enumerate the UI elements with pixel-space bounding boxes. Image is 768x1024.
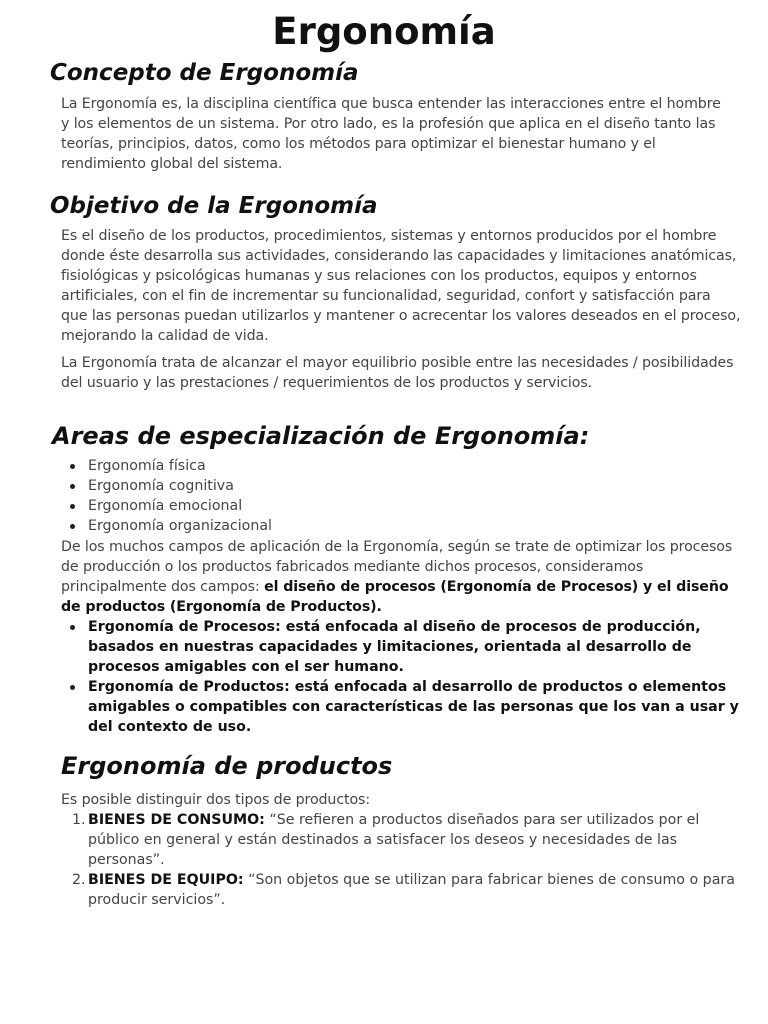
list-item-label: Ergonomía emocional [88, 498, 243, 514]
list-item-label: Ergonomía cognitiva [88, 478, 234, 494]
list-item [66, 496, 272, 516]
tipos-list [66, 810, 746, 910]
heading-areas: Areas de especialización de Ergonomía: [52, 422, 590, 450]
areas-list [66, 456, 272, 536]
list-item [66, 516, 272, 536]
paragraph-objetivo: Es el diseño de los productos, procedimientos, sistemas y entornos producidos por el hombre donde éste desarrolla sus actividades, considerando las capacidades y limitaciones anatómicas, fisiológicas y psicológicas humanas y sus relaciones con los productos, equipos y entornos artificiales, con el fin de incrementar su funcionalidad, seguridad, confort y satisfacción para que las personas puedan utilizarlos y mantener o acrecentar los valores deseados en el proceso, mejorando la calidad de vida. [61, 228, 741, 344]
list-item [66, 476, 272, 496]
list-item [66, 456, 272, 476]
bullet-icon [70, 464, 75, 469]
list-item [66, 810, 746, 870]
campos-text: De los muchos campos de aplicación de la Ergonomía, según se trate de optimizar los procesos de producción o los productos fabricados mediante dichos procesos, consideramos principalmente dos campos: [61, 539, 733, 595]
heading-objetivo: Objetivo de la Ergonomía [50, 193, 378, 219]
list-item-label-bold: BIENES DE EQUIPO: [88, 872, 244, 888]
list-number: 1. [72, 812, 86, 828]
list-item [66, 870, 746, 910]
heading-concepto: Concepto de Ergonomía [50, 60, 359, 86]
paragraph-campos [61, 537, 751, 617]
bullet-icon [70, 625, 75, 630]
bullet-icon [70, 685, 75, 690]
bullet-icon [70, 484, 75, 489]
list-item-label: Ergonomía de Productos: está enfocada al desarrollo de productos o elementos amigables o compatibles con características de las personas que los van a usar y del contexto de uso. [88, 679, 739, 735]
bullet-icon [70, 524, 75, 529]
list-item-text: “Se refieren a productos diseñados para ser utilizados por el público en general y están destinados a satisfacer los deseos y necesidades de las personas”. [88, 812, 700, 868]
list-item-label: Ergonomía física [88, 458, 206, 474]
paragraph-equilibrio: La Ergonomía trata de alcanzar el mayor equilibrio posible entre las necesidades / posibilidades del usuario y las prestaciones / requerimientos de los productos y servicios. [61, 355, 734, 391]
list-number: 2. [72, 872, 86, 888]
list-item-label: Ergonomía de Procesos: está enfocada al diseño de procesos de producción, basados en nuestras capacidades y limitaciones, orientada al desarrollo de procesos amigables con el ser humano. [88, 619, 701, 675]
paragraph-concepto: La Ergonomía es, la disciplina científica que busca entender las interacciones entre el hombre y los elementos de un sistema. Por otro lado, es la profesión que aplica en el diseño tanto las teorías, principios, datos, como los métodos para optimizar el bienestar humano y el rendimiento global del sistema. [61, 96, 721, 172]
list-item [66, 677, 746, 737]
paragraph-tipos: Es posible distinguir dos tipos de productos: [61, 792, 371, 808]
list-item [66, 617, 746, 677]
list-item-text: “Son objetos que se utilizan para fabricar bienes de consumo o para producir servicios”. [88, 872, 735, 908]
campos-bold-text: el diseño de procesos (Ergonomía de Procesos) y el diseño de productos (Ergonomía de Productos). [61, 579, 729, 615]
heading-productos: Ergonomía de productos [61, 752, 393, 780]
bullet-icon [70, 504, 75, 509]
list-item-label-bold: BIENES DE CONSUMO: [88, 812, 265, 828]
list-item-label: Ergonomía organizacional [88, 518, 272, 534]
page-title: Ergonomía [272, 10, 496, 53]
campos-list [66, 617, 746, 737]
